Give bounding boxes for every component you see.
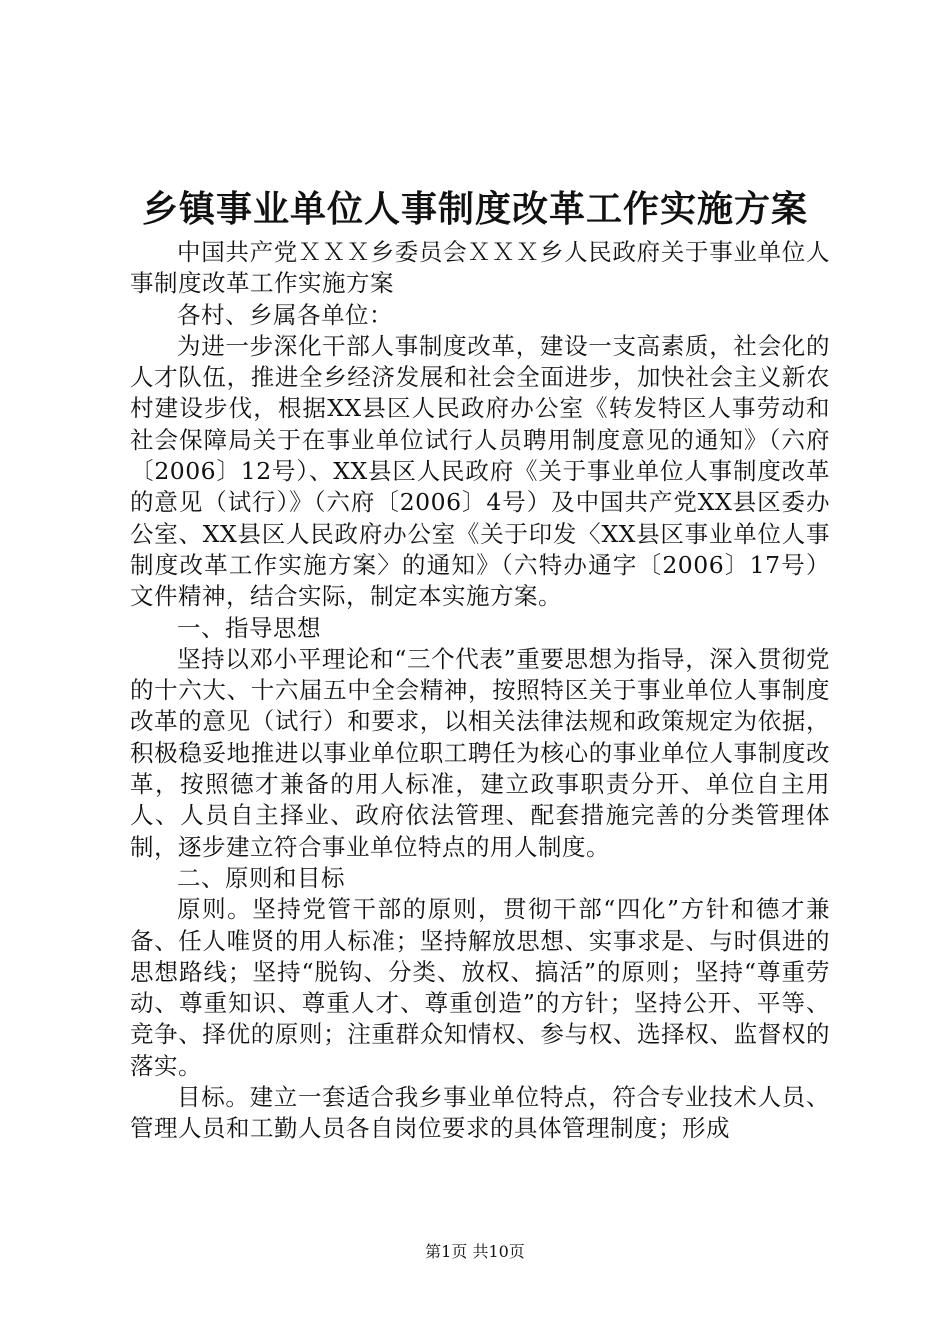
document-body (130, 237, 830, 1145)
paragraph-addressee: 各村、乡属各单位： (177, 300, 393, 329)
paragraph-goals: 目标。建立一套适合我乡事业单位特点，符合专业技术人员、管理人员和工勤人员各自岗位要求的具体管理制度；形成 (130, 1083, 830, 1143)
paragraph-guiding-ideology: 坚持以邓小平理论和“三个代表”重要思想为指导，深入贯彻党的十六大、十六届五中全会精神，按照特区关于事业单位人事制度改革的意见（试行）和要求，以相关法律法规和政策规定为依据，积极稳妥地推进以事业单位职工聘任为核心的事业单位人事制度改革，按照德才兼备的用人标准，建立政事职责分开、单位自主用人、人员自主择业、政府依法管理、配套措施完善的分类管理体制，逐步建立符合事业单位特点的用人制度。 (130, 644, 830, 861)
section-heading-guiding-ideology: 一、指导思想 (177, 613, 321, 642)
page-footer: 第1页 共10页 (425, 1242, 525, 1261)
paragraph-heading-line: 中国共产党ＸＸＸ乡委员会ＸＸＸ乡人民政府关于事业单位人事制度改革工作实施方案 (130, 238, 830, 298)
paragraph-principles: 原则。坚持党管干部的原则，贯彻干部“四化”方针和德才兼备、任人唯贤的用人标准；坚持解放思想、实事求是、与时俱进的思想路线；坚持“脱钩、分类、放权、搞活”的原则；坚持“尊重劳动、尊重知识、尊重人才、尊重创造”的方针；坚持公开、平等、竞争、择优的原则；注重群众知情权、参与权、选择权、监督权的落实。 (130, 895, 830, 1080)
paragraph-intro: 为进一步深化干部人事制度改革，建设一支高素质，社会化的人才队伍，推进全乡经济发展和社会全面进步，加快社会主义新农村建设步伐，根据XX县区人民政府办公室《转发特区人事劳动和社会保障局关于在事业单位试行人员聘用制度意见的通知》（六府〔2006〕12号）、XX县区人民政府《关于事业单位人事制度改革的意见（试行）》（六府〔2006〕4号）及中国共产党XX县区委办公室、XX县区人民政府办公室《关于印发〈XX县区事业单位人事制度改革工作实施方案〉的通知》（六特办通字〔2006〕17号）文件精神，结合实际，制定本实施方案。 (130, 331, 830, 611)
section-heading-principles-goals: 二、原则和目标 (177, 863, 345, 892)
document-title: 乡镇事业单位人事制度改革工作实施方案 (141, 188, 808, 230)
